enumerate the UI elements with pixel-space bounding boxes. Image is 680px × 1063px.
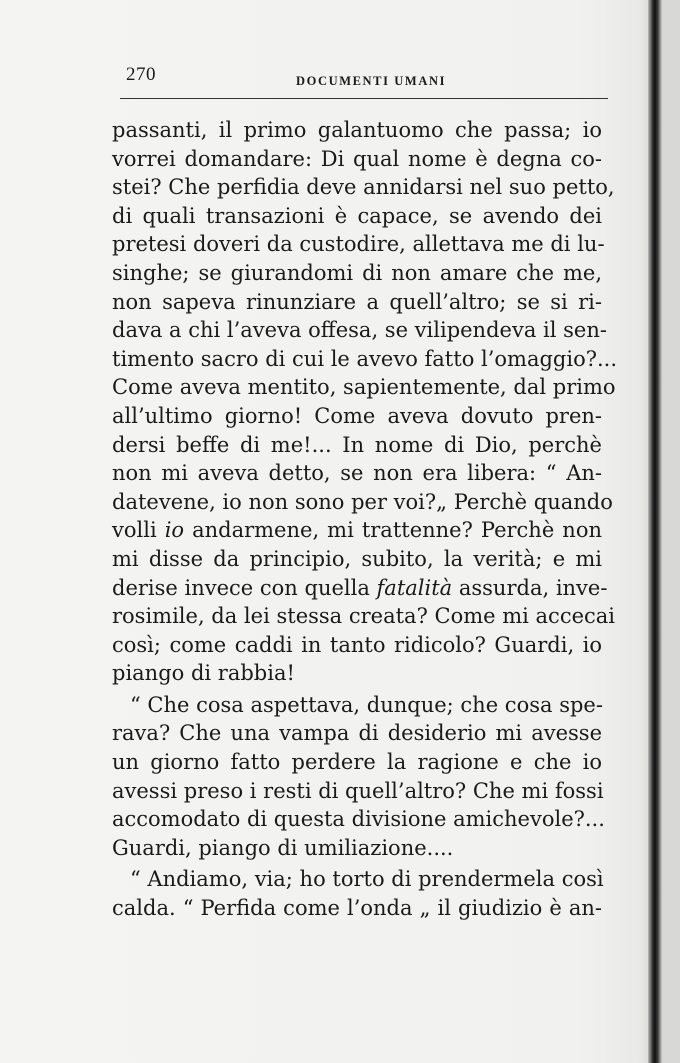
text-line [112, 574, 608, 603]
text-line: rosimile, da lei stessa creata? Come mi accecai [112, 604, 616, 629]
text-segment: volli [112, 518, 165, 543]
italic-word: io [164, 518, 185, 543]
text-line: Come aveva mentito, sapientemente, dal primo [112, 375, 616, 400]
text-line: piango di rabbia! [112, 661, 295, 686]
text-segment: derise invece con quella [112, 575, 377, 600]
running-title: DOCUMENTI UMANI [296, 74, 447, 88]
text-line: all’ultimo giorno! Come aveva dovuto pren- [112, 403, 602, 428]
text-line: “ Che cosa aspettava, dunque; che cosa spe- [130, 692, 603, 717]
text-line: rava? Che una vampa di desiderio mi avesse [112, 721, 602, 746]
text-line: dersi beffe di me!... In nome di Dio, perchè [112, 432, 602, 457]
text-line: stei? Che perfidia deve annidarsi nel suo petto, [112, 175, 615, 200]
text-line: accomodato di questa divisione amichevole?... [112, 807, 605, 832]
text-line: vorrei domandare: Di qual nome è degna co- [112, 146, 602, 171]
text-line: calda. “ Perfida come l’onda „ il giudizio è an- [112, 896, 602, 921]
text-line: “ Andiamo, via; ho torto di prendermela così [130, 867, 604, 892]
text-line: un giorno fatto perdere la ragione e che io [112, 750, 602, 775]
body-text [112, 116, 618, 923]
text-line: Guardi, piango di umiliazione.... [112, 835, 454, 860]
text-line: non mi aveva detto, se non era libera: “ An- [112, 461, 602, 486]
text-line: mi disse da principio, subito, la verità; e mi [112, 546, 602, 571]
text-line: pretesi doveri da custodire, allettava me di lu- [112, 232, 605, 257]
text-line: avessi preso i resti di quell’altro? Che mi fossi [112, 778, 604, 803]
text-line: timento sacro di cui le avevo fatto l’omaggio?... [112, 346, 618, 371]
text-line: dava a chi l’aveva offesa, se vilipendeva il sen- [112, 318, 607, 343]
text-line: passanti, il primo galantuomo che passa; io [112, 118, 602, 142]
text-line: singhe; se giurandomi di non amare che me, [112, 260, 602, 285]
italic-word: fatalità [376, 575, 453, 600]
text-line: così; come caddi in tanto ridicolo? Guardi, io [112, 632, 602, 657]
text-line [112, 516, 602, 545]
page-header [120, 62, 608, 99]
text-segment: assurda, inve- [452, 575, 608, 600]
page-number: 270 [126, 64, 156, 85]
text-line: di quali transazioni è capace, se avendo dei [112, 203, 602, 228]
text-line: non sapeva rinunziare a quell’altro; se si ri- [112, 289, 602, 314]
text-segment: andarmene, mi trattenne? Perchè non [184, 518, 602, 543]
page-edge-shadow [648, 0, 662, 1063]
text-line: datevene, io non sono per voi?„ Perchè quando [112, 489, 613, 514]
